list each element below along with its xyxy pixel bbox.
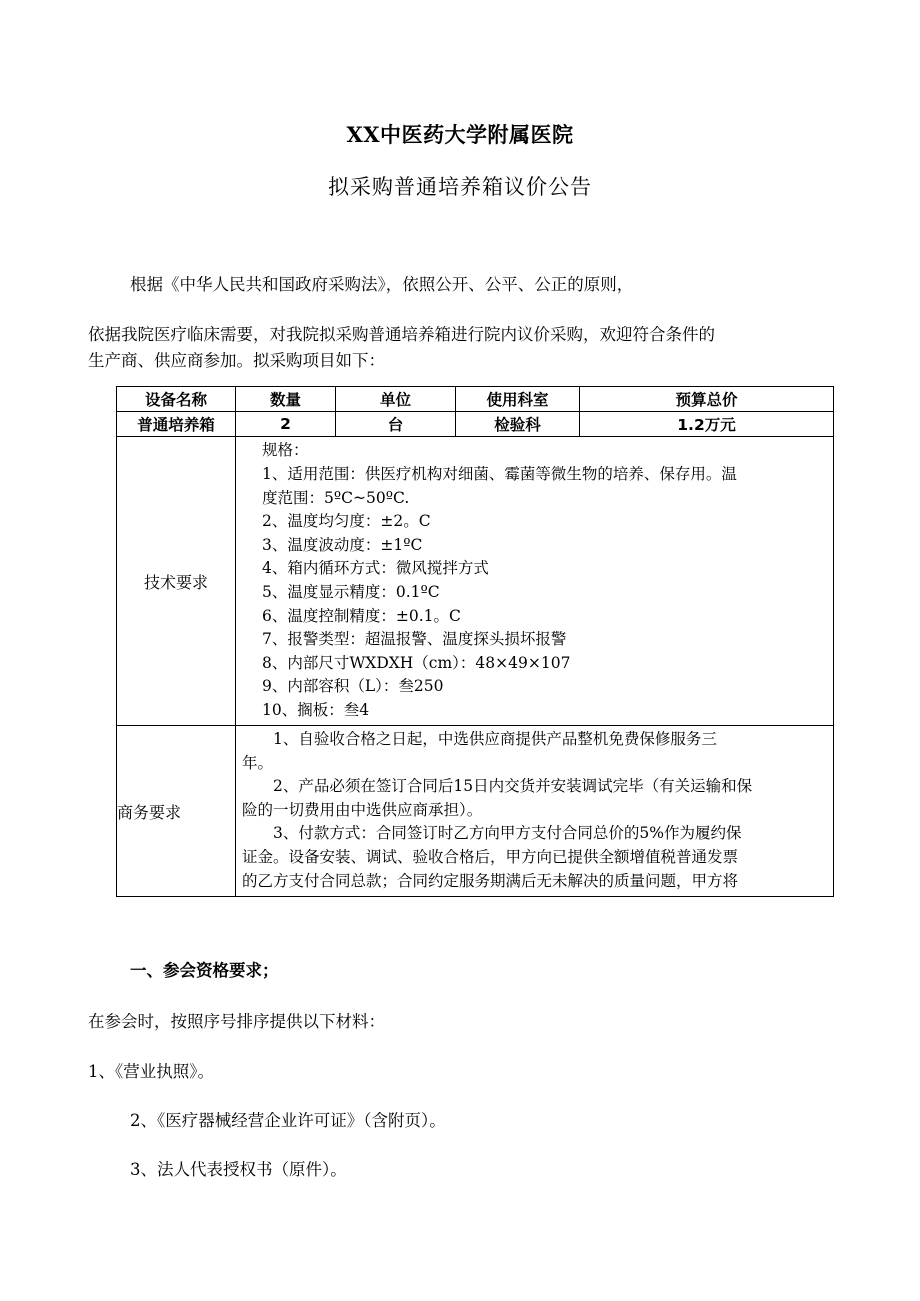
tech-line: 4、箱内循环方式：微风搅拌方式 (262, 559, 489, 578)
tech-line: 10、搁板：叁4 (262, 700, 370, 719)
header-department: 使用科室 (456, 387, 580, 412)
qualification-item-1: 1、《营业执照》。 (88, 1062, 214, 1081)
qualification-heading: 一、参会资格要求； (130, 961, 279, 980)
intro-paragraph-2-line-1: 依据我院医疗临床需要，对我院拟采购普通培养箱进行院内议价采购，欢迎符合条件的 (88, 325, 715, 344)
biz-line: 的乙方支付合同总款；合同约定服务期满后无未解决的质量问题，甲方将 (242, 871, 739, 890)
cell-quantity: 2 (236, 412, 336, 437)
header-unit: 单位 (336, 387, 456, 412)
biz-line: 年。 (242, 753, 274, 772)
table-header-row (117, 387, 834, 412)
tech-line: 规格： (262, 441, 309, 460)
cell-department: 检验科 (456, 412, 580, 437)
biz-line: 3、付款方式：合同签订时乙方向甲方支付合同总价的5%作为履约保 (242, 824, 742, 843)
tech-line: 2、温度均匀度：±2。C (262, 512, 431, 531)
biz-line: 2、产品必须在签订合同后15日内交货并安装调试完毕（有关运输和保 (242, 777, 753, 796)
tech-requirements-label: 技术要求 (117, 437, 236, 726)
tech-line: 8、内部尺寸WXDXH（cm）：48×49×107 (262, 653, 571, 672)
biz-line: 险的一切费用由中选供应商承担）。 (242, 800, 483, 819)
business-requirements-label: 商务要求 (117, 726, 236, 897)
tech-line: 5、温度显示精度：0.1ºC (262, 583, 440, 601)
business-requirements-content (236, 726, 834, 897)
biz-line: 1、自验收合格之日起，中选供应商提供产品整机免费保修服务三 (242, 730, 717, 748)
tech-requirements-content (236, 437, 834, 726)
tech-requirements-row (117, 437, 834, 726)
cell-device-name: 普通培养箱 (117, 412, 236, 437)
tech-line: 7、报警类型：超温报警、温度探头损坏报警 (262, 630, 567, 649)
procurement-table (116, 386, 834, 897)
business-requirements-row (117, 726, 834, 897)
cell-budget: 1.2万元 (580, 412, 834, 437)
qualification-item-2: 2、《医疗器械经营企业许可证》（含附页）。 (130, 1111, 446, 1130)
document-subtitle: 拟采购普通培养箱议价公告 (328, 175, 592, 199)
cell-unit: 台 (336, 412, 456, 437)
tech-line: 6、温度控制精度：±0.1。C (262, 606, 461, 625)
table-row (117, 412, 834, 437)
qualification-item-3: 3、法人代表授权书（原件）。 (130, 1160, 347, 1179)
intro-paragraph-2-line-2: 生产商、供应商参加。拟采购项目如下： (88, 351, 385, 370)
tech-line: 1、适用范围：供医疗机构对细菌、霉菌等微生物的培养、保存用。温 (262, 465, 737, 484)
qualification-intro: 在参会时，按照序号排序提供以下材料： (88, 1012, 385, 1031)
biz-line: 证金。设备安装、调试、验收合格后，甲方向已提供全额增值税普通发票 (242, 847, 739, 866)
tech-line: 度范围：5ºC~50ºC. (262, 488, 410, 507)
tech-line: 3、温度波动度：±1ºC (262, 535, 423, 554)
header-device-name: 设备名称 (117, 387, 236, 412)
intro-paragraph-1: 根据《中华人民共和国政府采购法》，依照公开、公平、公正的原则， (130, 275, 634, 294)
header-budget: 预算总价 (580, 387, 834, 412)
tech-line: 9、内部容积（L）：叁250 (262, 677, 444, 696)
header-quantity: 数量 (236, 387, 336, 412)
document-title: XX中医药大学附属医院 (346, 122, 574, 147)
